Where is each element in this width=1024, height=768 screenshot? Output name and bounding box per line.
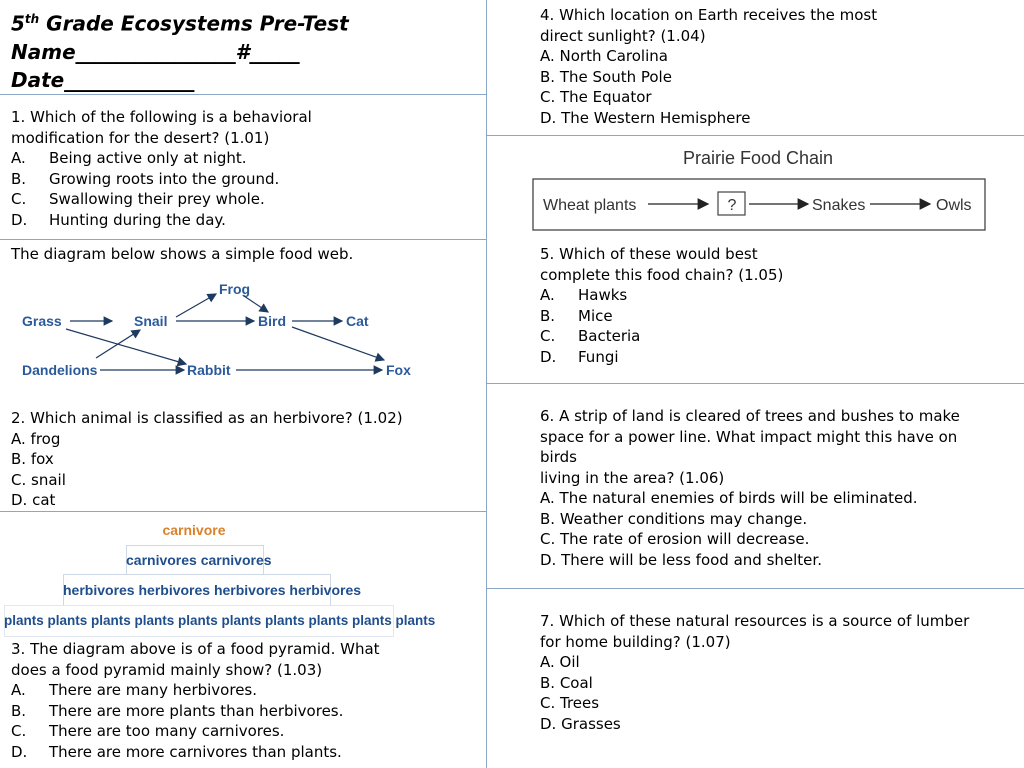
- food-web-node-dandelions: Dandelions: [22, 362, 98, 378]
- left-divider-2: [0, 239, 486, 240]
- question-7-text-line: 7. Which of these natural resources is a source of lumber: [540, 612, 970, 630]
- question-7-text-line: for home building? (1.07): [540, 632, 731, 651]
- question-3: [11, 639, 380, 762]
- question-3-option-c: C. There are too many carnivores.: [11, 722, 285, 740]
- food-web-node-frog: Frog: [219, 281, 251, 297]
- food-web-intro: The diagram below shows a simple food web.: [11, 245, 354, 263]
- question-5-option-a: A. Hawks: [540, 286, 628, 304]
- question-1-text-line: modification for the desert? (1.01): [11, 128, 270, 147]
- question-2-option-b: B. fox: [11, 450, 54, 468]
- question-1-option-c: C. Swallowing their prey whole.: [11, 190, 265, 208]
- left-divider-3: [0, 511, 486, 512]
- question-4-text-line: 4. Which location on Earth receives the most: [540, 6, 878, 24]
- question-7-option-a: A. Oil: [540, 653, 580, 671]
- food-web-node-cat: Cat: [346, 313, 369, 329]
- name-field-line: Name________________#_____: [11, 39, 300, 64]
- question-3-text-line: does a food pyramid mainly show? (1.03): [11, 660, 323, 679]
- question-6: [540, 406, 960, 570]
- question-2-option-d: D. cat: [11, 491, 56, 509]
- food-web-arrow: [96, 330, 140, 358]
- food-web-node-snail: Snail: [134, 313, 168, 329]
- food-pyramid-row-carnivores: carnivores carnivores: [126, 552, 272, 568]
- question-6-option-b: B. Weather conditions may change.: [540, 509, 808, 528]
- food-web-arrow: [292, 327, 384, 360]
- food-web-node-bird: Bird: [258, 313, 286, 329]
- food-web-node-fox: Fox: [386, 362, 411, 378]
- question-2-option-c: C. snail: [11, 470, 66, 489]
- question-7-option-d: D. Grasses: [540, 714, 621, 733]
- question-2-option-a: A. frog: [11, 429, 61, 448]
- question-6-text-line: living in the area? (1.06): [540, 468, 725, 487]
- question-5: [540, 244, 783, 367]
- question-3-text-line: 3. The diagram above is of a food pyramid. What: [11, 640, 380, 658]
- food-chain-title: Prairie Food Chain: [682, 148, 834, 168]
- question-4-option-a: A. North Carolina: [540, 47, 668, 65]
- question-1-option-b: B. Growing roots into the ground.: [11, 169, 280, 188]
- right-divider-3: [487, 588, 1024, 589]
- test-header: [11, 5, 349, 94]
- question-4: [540, 5, 877, 128]
- question-3-option-d: D. There are more carnivores than plants.: [11, 742, 342, 761]
- question-1: [11, 107, 312, 230]
- food-web-node-rabbit: Rabbit: [187, 362, 231, 378]
- date-field-line: Date_____________: [11, 67, 195, 92]
- question-4-option-d: D. The Western Hemisphere: [540, 108, 751, 127]
- question-1-option-d: D. Hunting during the day.: [11, 210, 226, 229]
- right-divider-1: [487, 135, 1024, 136]
- food-web-arrow: [176, 294, 216, 317]
- left-divider-1: [0, 94, 486, 95]
- question-5-text-line: 5. Which of these would best: [540, 245, 758, 263]
- question-2-text: 2. Which animal is classified as an herbivore? (1.02): [11, 409, 403, 427]
- question-5-option-d: D. Fungi: [540, 347, 619, 366]
- food-chain-diagram: [520, 142, 1000, 238]
- food-web-node-grass: Grass: [22, 313, 62, 329]
- question-6-option-d: D. There will be less food and shelter.: [540, 550, 822, 569]
- question-6-text-line: space for a power line. What impact might this have on: [540, 427, 958, 446]
- food-web-arrow: [66, 329, 186, 364]
- question-5-text-line: complete this food chain? (1.05): [540, 265, 784, 284]
- question-4-option-c: C. The Equator: [540, 88, 652, 106]
- food-pyramid-row-carnivore: carnivore: [162, 522, 226, 538]
- question-6-option-c: C. The rate of erosion will decrease.: [540, 530, 810, 548]
- food-pyramid-row-herbivores: herbivores herbivores herbivores herbivores: [63, 582, 362, 598]
- question-6-text-line: 6. A strip of land is cleared of trees and bushes to make: [540, 407, 960, 425]
- food-pyramid-row-plants: plants plants plants plants plants plants plants plants plants plants: [4, 613, 436, 628]
- question-2: [11, 408, 403, 511]
- question-1-text-line: 1. Which of the following is a behavioral: [11, 108, 312, 126]
- question-5-option-b: B. Mice: [540, 306, 613, 325]
- question-1-option-a: A. Being active only at night.: [11, 149, 247, 167]
- test-title: 5th Grade Ecosystems Pre-Test: [11, 11, 349, 36]
- food-chain-item-snakes: Snakes: [812, 197, 866, 214]
- question-7-option-b: B. Coal: [540, 673, 593, 692]
- question-6-option-a: A. The natural enemies of birds will be eliminated.: [540, 489, 918, 507]
- food-chain-item-unknown: ?: [727, 197, 737, 214]
- question-5-option-c: C. Bacteria: [540, 327, 641, 345]
- column-divider: [486, 0, 487, 768]
- food-web-arrow: [244, 296, 268, 312]
- question-7-option-c: C. Trees: [540, 694, 600, 712]
- question-3-option-a: A. There are many herbivores.: [11, 681, 258, 699]
- food-web-diagram: [0, 272, 440, 392]
- question-4-text-line: direct sunlight? (1.04): [540, 26, 706, 45]
- question-6-text-line: birds: [540, 448, 577, 466]
- question-3-option-b: B. There are more plants than herbivores.: [11, 701, 344, 720]
- right-divider-2: [487, 383, 1024, 384]
- question-7: [540, 611, 969, 734]
- food-chain-item-owls: Owls: [936, 197, 972, 214]
- food-chain-item-wheat: Wheat plants: [543, 197, 637, 214]
- question-4-option-b: B. The South Pole: [540, 67, 672, 86]
